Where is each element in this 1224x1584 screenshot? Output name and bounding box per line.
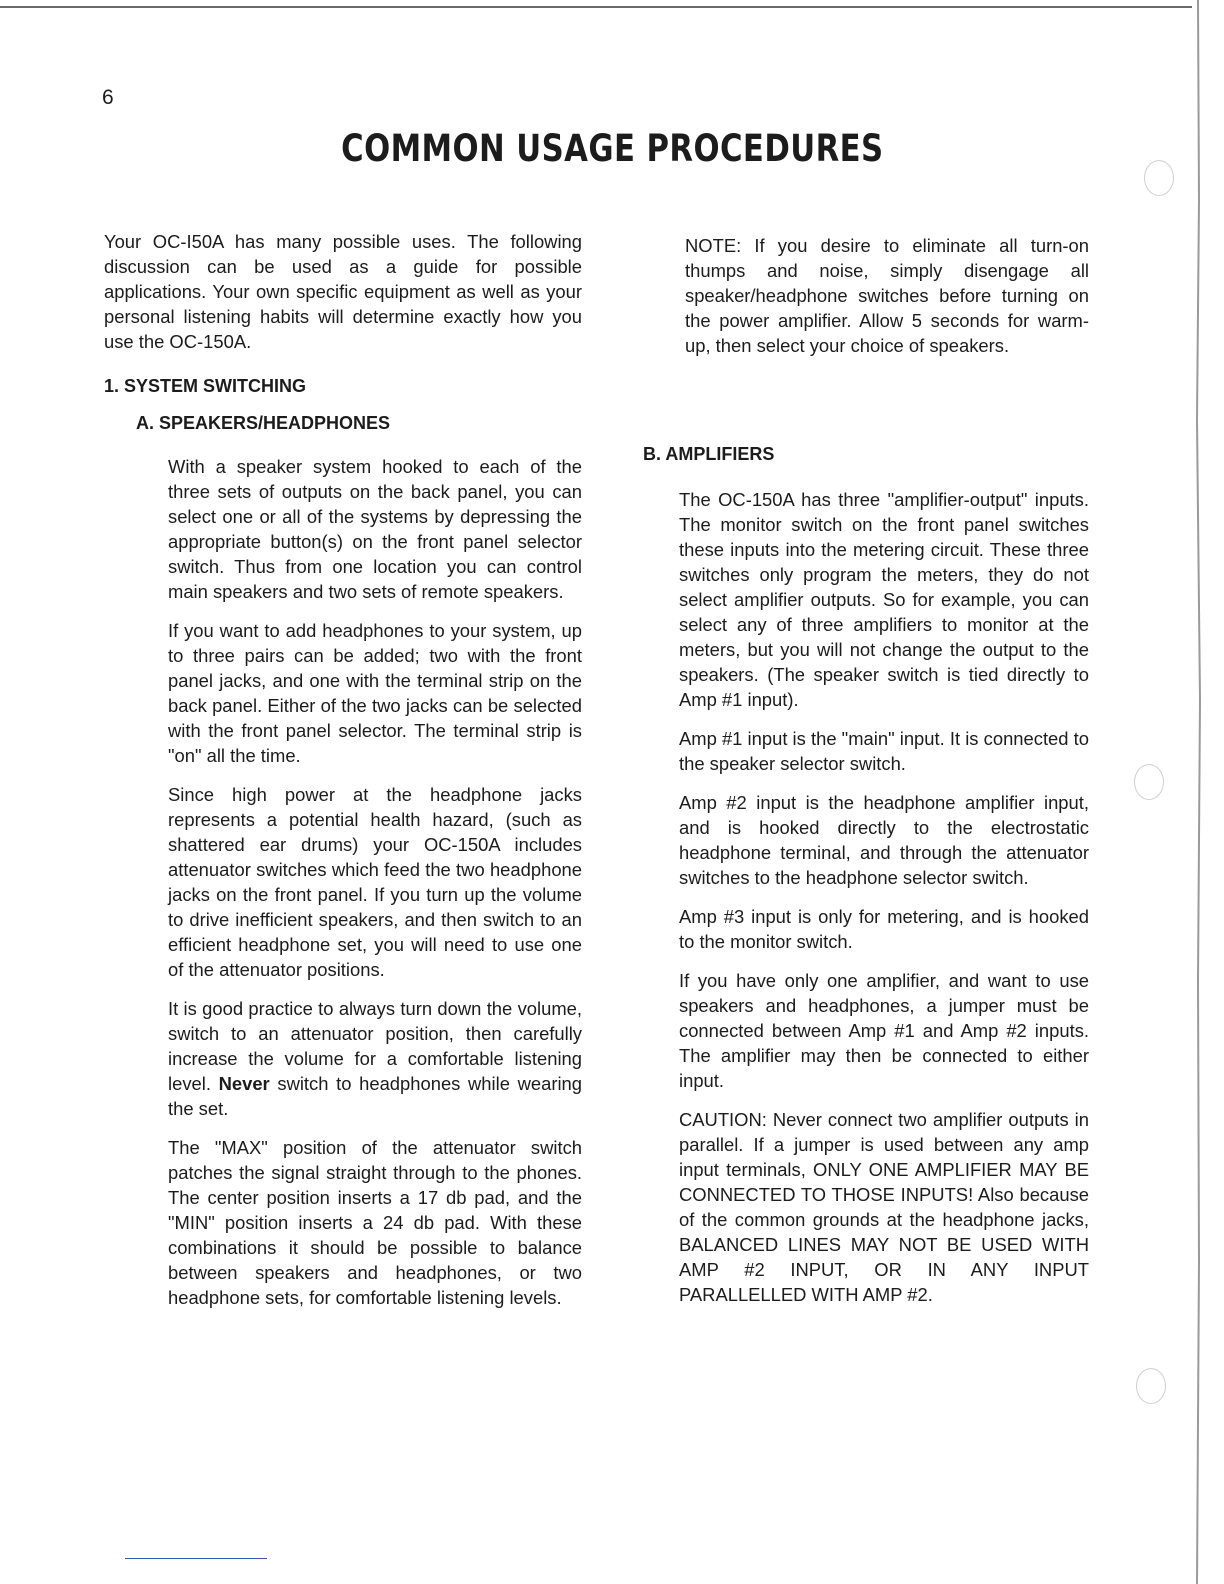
paragraph-max-position: The "MAX" position of the attenuator switch patches the signal straight through to the phones. The center position inserts a 17 db pad, and the "MIN" position inserts a 24 db pad. With these combinations it should be possible to balance between speakers and headphones, or two headphone sets, for comfortable listening levels. [168,1137,582,1308]
right-column [643,233,1089,1321]
top-scan-rule [0,6,1192,8]
left-column [104,229,582,1324]
page-number: 6 [102,86,114,109]
section-1-heading: 1. SYSTEM SWITCHING [104,376,307,396]
bottom-link-rule [125,1558,267,1559]
punch-hole-middle [1134,764,1164,800]
page-title: COMMON USAGE PROCEDURES [341,127,884,170]
paragraph-add-headphones: If you want to add headphones to your system, up to three pairs can be added; two with the front panel jacks, and one with the terminal strip on the back panel. Either of the two jacks can be selected with the front panel selector. The terminal strip is "on" all the time. [168,620,582,766]
practice-text-after: switch to headphones while wearing the set. [168,1073,582,1119]
paragraph-amp1: Amp #1 input is the "main" input. It is connected to the speaker selector switch. [679,728,1089,774]
paragraph-amp2: Amp #2 input is the headphone amplifier input, and is hooked directly to the electrostatic headphone terminal, and through the attenuator switches to the headphone selector switch. [679,792,1089,888]
practice-text-before: It is good practice to always turn down the volume, switch to an attenuator position, then carefully increase the volume for a comfortable listening level. [168,998,582,1094]
paragraph-speaker-system: With a speaker system hooked to each of the three sets of outputs on the back panel, you can select one or all of the systems by depressing the appropriate button(s) on the front panel selector switch. Thus from one location you can control main speakers and two sets of remote speakers. [168,456,582,602]
subsection-b-heading: B. AMPLIFIERS [643,444,775,464]
page-right-edge [1190,0,1206,1584]
paragraph-amplifier-inputs: The OC-150A has three "amplifier-output" inputs. The monitor switch on the front panel switches these inputs into the metering circuit. These three switches only program the meters, they do not select amplifier outputs. So for example, you can select any of three amplifiers to monitor at the meters, but you will not change the output to the speakers. (The speaker switch is tied directly to Amp #1 input). [679,489,1089,710]
speakers-headphones-body [168,454,582,1310]
note-paragraph: NOTE: If you desire to eliminate all turn-on thumps and noise, simply disengage all speaker/headphone switches before turning on the power amplifier. Allow 5 seconds for warm-up, then select your choice of speakers. [685,235,1089,356]
paragraph-one-amplifier: If you have only one amplifier, and want to use speakers and headphones, a jumper must be connected between Amp #1 and Amp #2 inputs. The amplifier may then be connected to either input. [679,970,1089,1091]
paragraph-health-hazard: Since high power at the headphone jacks represents a potential health hazard, (such as shattered ear drums) your OC-150A includes attenuator switches which feed the two headphone jacks on the front panel. If you turn up the volume to drive inefficient speakers, and then switch to an efficient headphone set, you will need to use one of the attenuator positions. [168,784,582,980]
paragraph-amp3: Amp #3 input is only for metering, and is hooked to the monitor switch. [679,906,1089,952]
paragraph-good-practice [168,996,582,1121]
punch-hole-top [1144,160,1174,196]
paragraph-caution: CAUTION: Never connect two amplifier outputs in parallel. If a jumper is used between any amp input terminals, ONLY ONE AMPLIFIER MAY BE CONNECTED TO THOSE INPUTS! Also because of the common grounds at the headphone jacks, BALANCED LINES MAY NOT BE USED WITH AMP #2 INPUT, OR IN ANY INPUT PARALLELLED WITH AMP #2. [679,1109,1089,1305]
subsection-a-heading: A. SPEAKERS/HEADPHONES [136,413,391,433]
punch-hole-bottom [1136,1368,1166,1404]
intro-paragraph: Your OC-I50A has many possible uses. The following discussion can be used as a guide for possible applications. Your own specific equipment as well as your personal listening habits will determine exactly how you use the OC-150A. [104,231,582,352]
practice-never-emphasis: Never [218,1073,270,1094]
